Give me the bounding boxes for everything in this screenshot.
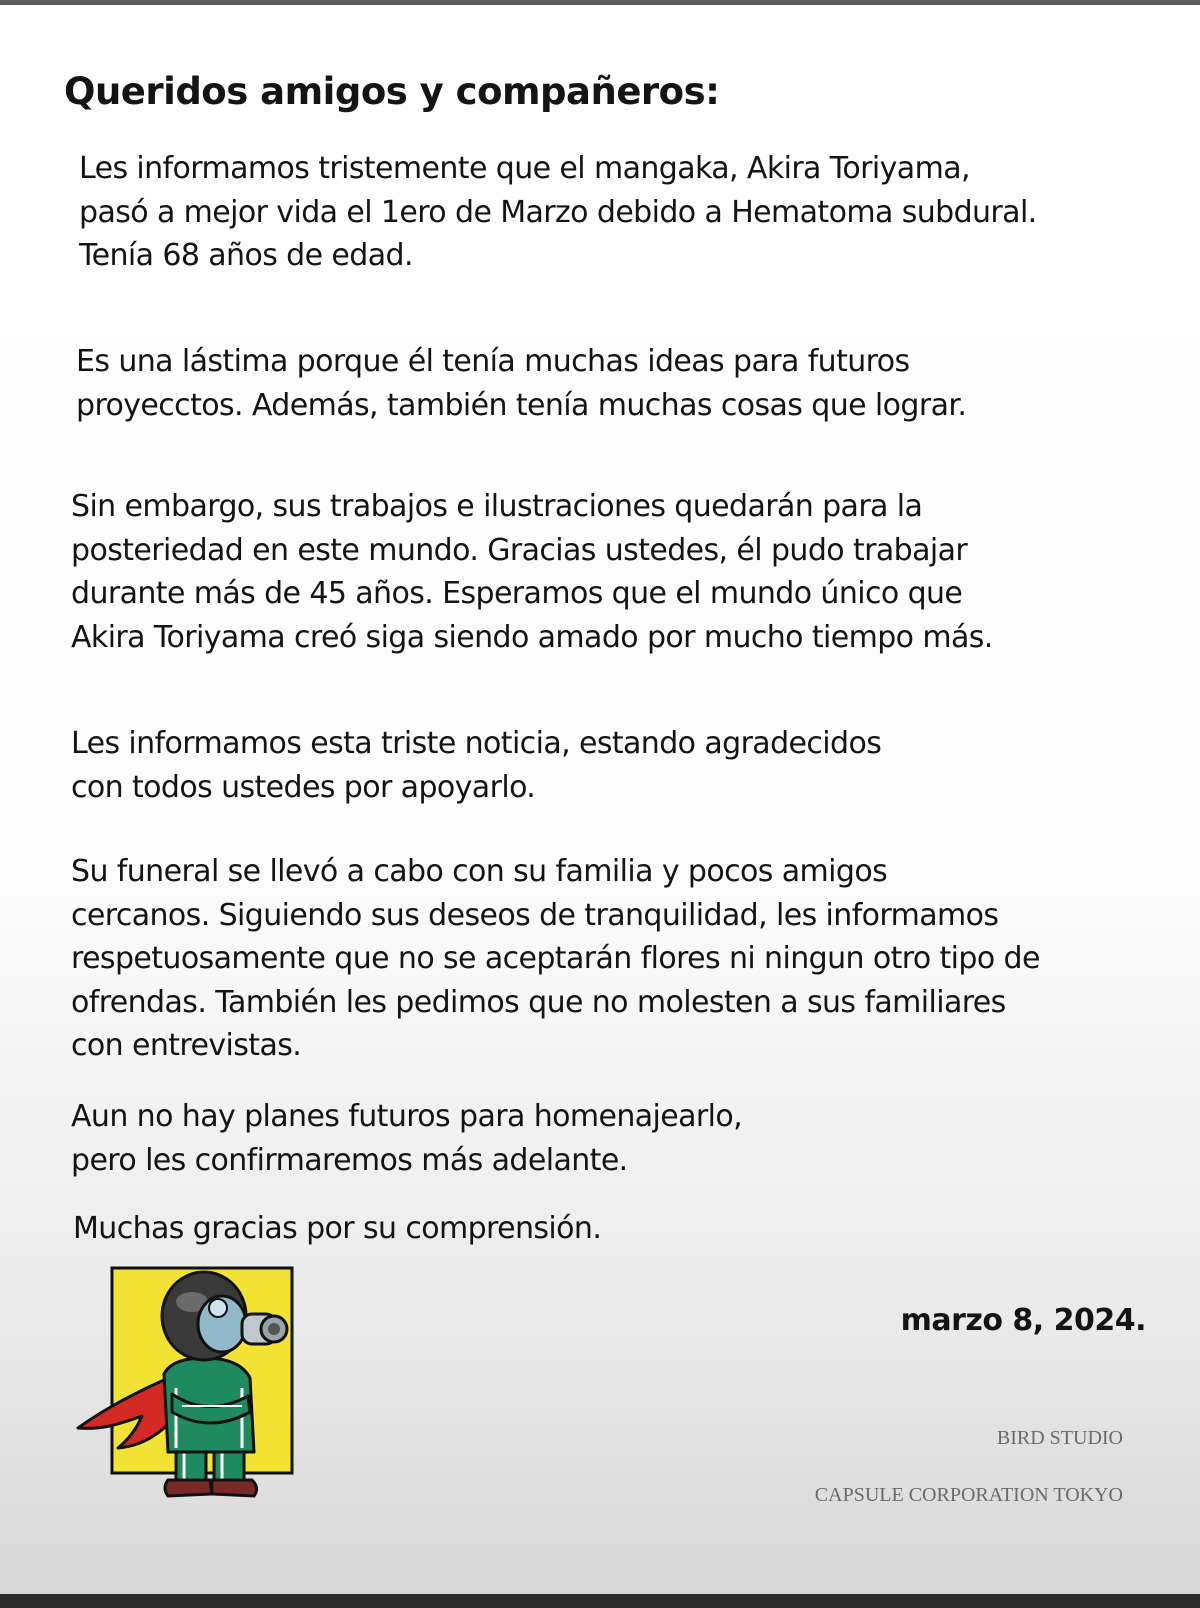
paragraph-line: pasó a mejor vida el 1ero de Marzo debido a Hematoma subdural. bbox=[79, 194, 1037, 230]
paragraph-5 bbox=[71, 850, 1040, 1068]
bottom-border bbox=[0, 1594, 1200, 1608]
paragraph-line: Akira Toriyama creó siga siendo amado por mucho tiempo más. bbox=[71, 619, 993, 655]
robot-mascot-icon bbox=[72, 1262, 312, 1507]
paragraph-line: respetuosamente que no se aceptarán flores ni ningun otro tipo de bbox=[71, 941, 1040, 976]
paragraph-line: proyecctos. Además, también tenía muchas cosas que lograr. bbox=[76, 387, 967, 423]
paragraph-2 bbox=[76, 340, 966, 427]
paragraph-7 bbox=[73, 1207, 601, 1251]
paragraph-4 bbox=[71, 722, 881, 809]
paragraph-line: con entrevistas. bbox=[71, 1028, 302, 1063]
paragraph-1 bbox=[79, 147, 1037, 278]
paragraph-line: Les informamos tristemente que el mangaka, Akira Toriyama, bbox=[79, 151, 970, 186]
signature-capsule-corporation: CAPSULE CORPORATION TOKYO bbox=[814, 1484, 1123, 1506]
paragraph-line: Aun no hay planes futuros para homenajearlo, bbox=[71, 1099, 743, 1134]
paragraph-line: Es una lástima porque él tenía muchas ideas para futuros bbox=[76, 344, 910, 379]
paragraph-line: posteriedad en este mundo. Gracias ustedes, él pudo trabajar bbox=[71, 532, 968, 568]
paragraph-line: ofrendas. También les pedimos que no molesten a sus familiares bbox=[71, 984, 1006, 1020]
paragraph-line: Muchas gracias por su comprensión. bbox=[73, 1211, 602, 1246]
paragraph-line: durante más de 45 años. Esperamos que el mundo único que bbox=[71, 576, 963, 611]
signature-bird-studio: BIRD STUDIO bbox=[996, 1427, 1123, 1449]
letter-date: marzo 8, 2024. bbox=[900, 1303, 1146, 1338]
paragraph-3 bbox=[71, 485, 993, 659]
letter-greeting: Queridos amigos y compañeros: bbox=[64, 70, 720, 113]
paragraph-line: Les informamos esta triste noticia, estando agradecidos bbox=[71, 726, 882, 761]
paragraph-6 bbox=[71, 1095, 742, 1182]
paragraph-line: con todos ustedes por apoyarlo. bbox=[71, 769, 536, 805]
paragraph-line: Sin embargo, sus trabajos e ilustraciones quedarán para la bbox=[71, 489, 923, 524]
paragraph-line: cercanos. Siguiendo sus deseos de tranquilidad, les informamos bbox=[71, 897, 999, 933]
paragraph-line: pero les confirmaremos más adelante. bbox=[71, 1142, 628, 1178]
top-border bbox=[0, 0, 1200, 5]
paragraph-line: Tenía 68 años de edad. bbox=[79, 238, 413, 273]
paragraph-line: Su funeral se llevó a cabo con su familia y pocos amigos bbox=[71, 854, 888, 889]
